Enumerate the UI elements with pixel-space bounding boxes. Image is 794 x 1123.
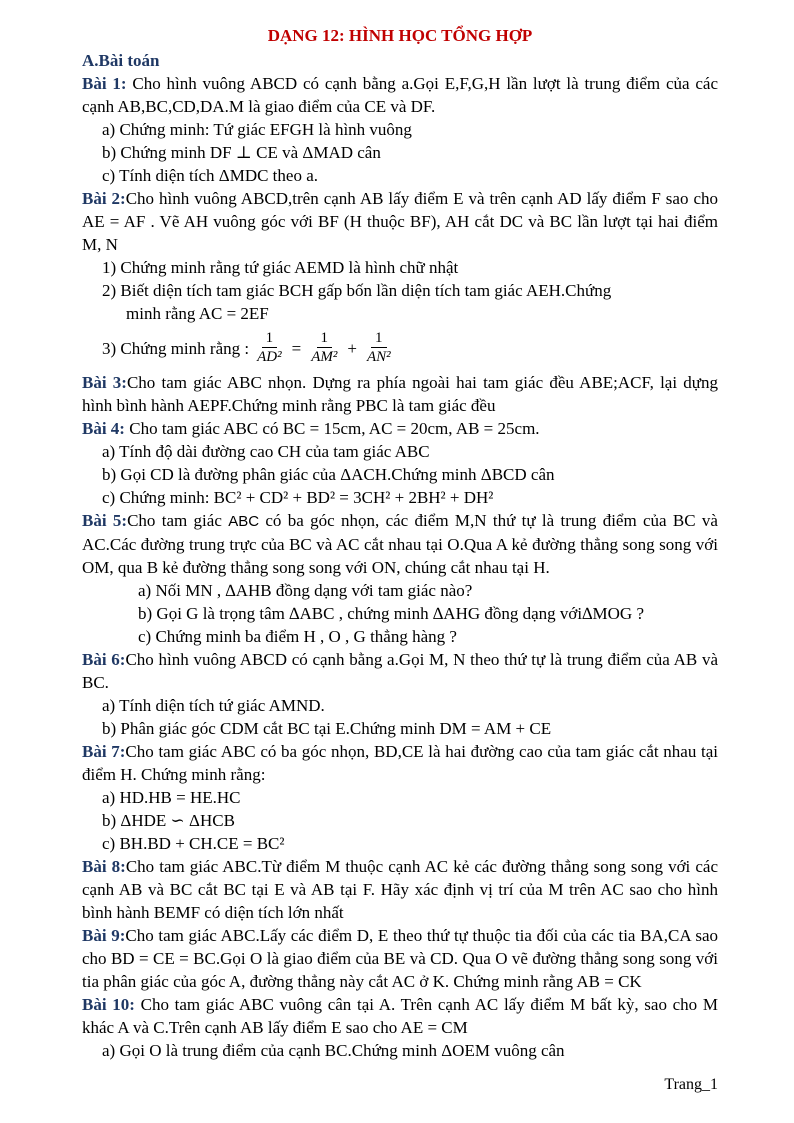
- problem-9-label: Bài 9:: [82, 926, 126, 945]
- plus-sign: +: [347, 338, 357, 358]
- problem-9-text: Cho tam giác ABC.Lấy các điểm D, E theo thứ tự thuộc tia đối của các tia BA,CA sao cho BD = CE = BC.Gọi O là giao điểm của BE và CD. Qua O vẽ đường thẳng song song với tia phân giác của góc A, đường thẳng này cắt AC ở K. Chứng minh rằng AB = CK: [82, 926, 718, 991]
- problem-4-b: b) Gọi CD là đường phân giác của ΔACH.Chứng minh ΔBCD cân: [102, 465, 555, 484]
- problem-4-label: Bài 4:: [82, 419, 125, 438]
- problem-10-text: Cho tam giác ABC vuông cân tại A. Trên cạnh AC lấy điểm M bất kỳ, sao cho M khác A và C.Trên cạnh AB lấy điểm E sao cho AE = CM: [82, 995, 718, 1037]
- problem-1-b: b) Chứng minh DF ⊥ CE và ΔMAD cân: [102, 143, 381, 162]
- problem-10: [82, 993, 718, 1039]
- equals-sign: =: [291, 338, 302, 358]
- problem-7-label: Bài 7:: [82, 742, 126, 761]
- problem-5-c: c) Chứng minh ba điểm H , O , G thẳng hàng ?: [138, 627, 457, 646]
- problem-2-item-3: [82, 325, 718, 371]
- problem-2: [82, 187, 718, 256]
- problem-8: [82, 855, 718, 924]
- problem-2-text: Cho hình vuông ABCD,trên cạnh AB lấy điểm E và trên cạnh AD lấy điểm F sao cho AE = AF . Vẽ AH vuông góc với BF (H thuộc BF), AH cắt DC và BC lần lượt tại hai điểm M, N: [82, 189, 718, 254]
- section-heading: A.Bài toán: [82, 51, 160, 70]
- page-number: Trang_1: [664, 1076, 718, 1093]
- problem-5-abc: ABC: [228, 513, 260, 530]
- fraction-3: $\frac{1}{\text{AN²}}$: [366, 330, 391, 365]
- problem-4-c: c) Chứng minh: BC² + CD² + BD² = 3CH² + 2BH² + DH²: [102, 488, 494, 507]
- problem-1-a: a) Chứng minh: Tứ giác EFGH là hình vuông: [102, 120, 412, 139]
- page-title: DẠNG 12: HÌNH HỌC TỔNG HỢP: [267, 26, 533, 45]
- problem-2-item-2: 2) Biết diện tích tam giác BCH gấp bốn lần diện tích tam giác AEH.Chứng: [102, 281, 612, 300]
- problem-3-label: Bài 3:: [82, 373, 127, 392]
- problem-1-text: Cho hình vuông ABCD có cạnh bằng a.Gọi E,F,G,H lần lượt là trung điểm của các cạnh AB,BC,CD,DA.M là giao điểm của CE và DF.: [82, 74, 718, 116]
- problem-1: [82, 72, 718, 118]
- problem-7-c: c) BH.BD + CH.CE = BC²: [102, 834, 285, 853]
- problem-6-text: Cho hình vuông ABCD có cạnh bằng a.Gọi M, N theo thứ tự là trung điểm của AB và BC.: [82, 650, 718, 692]
- problem-9: [82, 924, 718, 993]
- problem-2-item-3-label: 3) Chứng minh rằng :: [102, 338, 250, 358]
- problem-6-b: b) Phân giác góc CDM cắt BC tại E.Chứng minh DM = AM + CE: [102, 719, 552, 738]
- problem-5-a: a) Nối MN , ∆AHB đồng dạng với tam giác nào?: [138, 581, 473, 600]
- problem-5: [82, 509, 718, 579]
- problem-4: [82, 417, 718, 440]
- fraction-1: $\frac{1}{\text{AD²}}$: [257, 330, 282, 365]
- problem-8-text: Cho tam giác ABC.Từ điểm M thuộc cạnh AC kẻ các đường thẳng song song với các cạnh AB và BC cắt BC tại E và AB tại F. Hãy xác định vị trí của M trên AC sao cho hình bình hành BEMF có diện tích lớn nhất: [82, 857, 718, 922]
- fraction-2: $\frac{1}{\text{AM²}}$: [311, 330, 338, 365]
- problem-7-a: a) HD.HB = HE.HC: [102, 788, 241, 807]
- document-body: [82, 22, 718, 1062]
- problem-4-text: Cho tam giác ABC có BC = 15cm, AC = 20cm, AB = 25cm.: [124, 419, 540, 438]
- problem-6-a: a) Tính diện tích tứ giác AMND.: [102, 696, 325, 715]
- problem-8-label: Bài 8:: [82, 857, 126, 876]
- problem-2-label: Bài 2:: [82, 189, 126, 208]
- problem-5-b: b) Gọi G là trọng tâm ∆ABC , chứng minh ∆AHG đồng dạng với∆MOG ?: [138, 604, 644, 623]
- problem-1-c: c) Tính diện tích ΔMDC theo a.: [102, 166, 318, 185]
- problem-7: [82, 740, 718, 786]
- problem-2-item-2-cont: minh rằng AC = 2EF: [126, 304, 269, 323]
- problem-3: [82, 371, 718, 417]
- problem-6-label: Bài 6:: [82, 650, 126, 669]
- problem-5-text-1: Cho tam giác: [127, 511, 229, 530]
- problem-7-text: Cho tam giác ABC có ba góc nhọn, BD,CE là hai đường cao của tam giác cắt nhau tại điểm H. Chứng minh rằng:: [82, 742, 718, 784]
- problem-7-b: b) ΔHDE ∽ ΔHCB: [102, 811, 235, 830]
- problem-5-text-2: có ba góc nhọn, các điểm M,N thứ tự là trung điểm của BC và AC.Các đường trung trực của BC và AC cắt nhau tại O.Qua A kẻ đường thẳng song song với OM, qua B kẻ đường thẳng song song với ON, chúng cắt nhau tại H.: [82, 511, 718, 577]
- problem-5-label: Bài 5:: [82, 511, 128, 530]
- problem-10-label: Bài 10:: [82, 995, 135, 1014]
- problem-3-text: Cho tam giác ABC nhọn. Dựng ra phía ngoài hai tam giác đều ABE;ACF, lại dựng hình bình hành AEPF.Chứng minh rằng PBC là tam giác đều: [82, 373, 718, 415]
- problem-1-label: Bài 1:: [82, 74, 127, 93]
- problem-10-a: a) Gọi O là trung điểm của cạnh BC.Chứng minh ΔOEM vuông cân: [102, 1041, 565, 1060]
- problem-6: [82, 648, 718, 694]
- problem-4-a: a) Tính độ dài đường cao CH của tam giác ABC: [102, 442, 430, 461]
- problem-2-item-1: 1) Chứng minh rằng tứ giác AEMD là hình chữ nhật: [102, 258, 459, 277]
